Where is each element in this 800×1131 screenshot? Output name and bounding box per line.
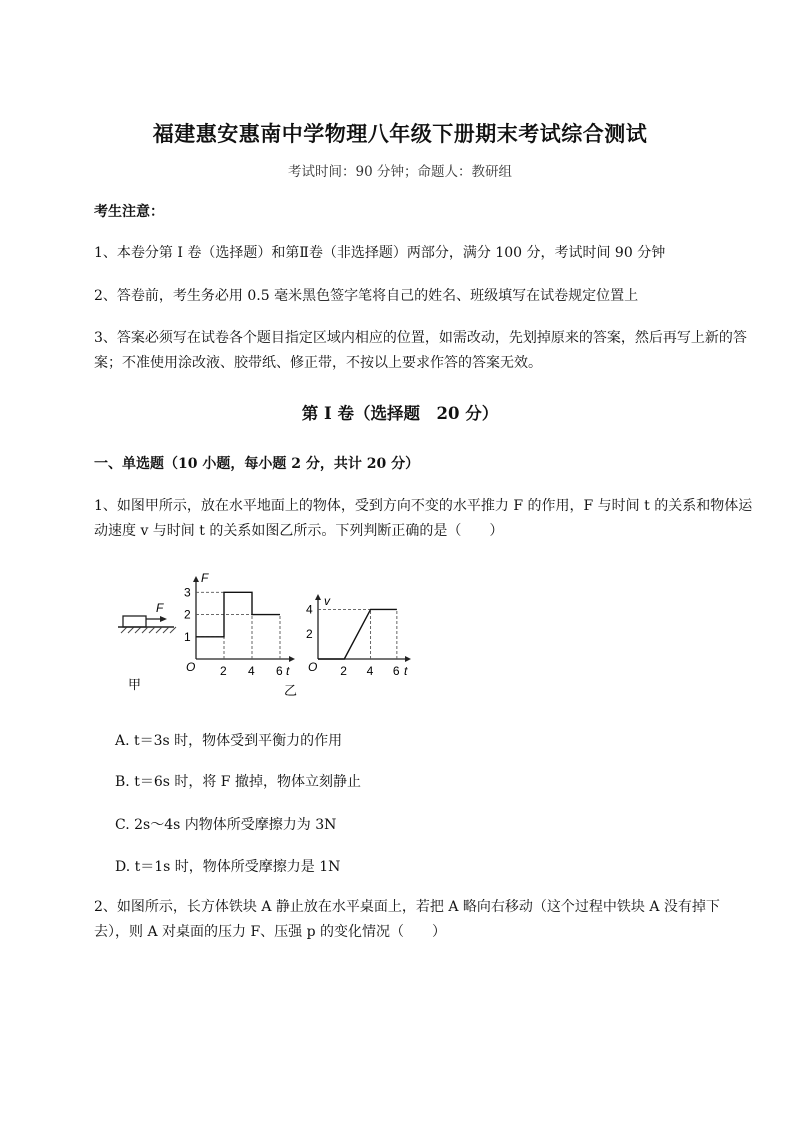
option-b[interactable]: B. t＝6s 时，将 F 撤掉，物体立刻静止: [115, 774, 361, 790]
part-title: 一、单选题（10 小题，每小题 2 分，共计 20 分）: [94, 456, 420, 472]
f-t-y-arrow: [193, 576, 199, 582]
f-t-origin: O: [186, 660, 196, 674]
v-t-x-tick-label: 4: [366, 664, 374, 678]
f-t-x-tick-label: 6: [276, 664, 283, 678]
option-d[interactable]: D. t＝1s 时，物体所受摩擦力是 1N: [115, 859, 341, 875]
f-t-x-tick-label: 4: [248, 664, 255, 678]
force-arrowhead: [160, 616, 167, 622]
note-item-1: 1、本卷分第 I 卷（选择题）和第Ⅱ卷（非选择题）两部分，满分 100 分，考试时间 90 分钟: [94, 245, 666, 261]
question-1-figure: [112, 565, 432, 700]
f-t-y-tick-label: 1: [184, 629, 191, 644]
chart-v-t: [284, 594, 411, 698]
v-t-y-tick-label: 4: [306, 602, 313, 617]
chart-f-t: [184, 571, 295, 678]
label-jia: 甲: [128, 677, 142, 692]
v-t-y-arrow: [315, 594, 321, 600]
v-t-origin: O: [308, 660, 318, 674]
note-item-3: 3、答案必须写在试卷各个题目指定区域内相应的位置，如需改动，先划掉原来的答案，然后再写上新的答案；不准使用涂改液、胶带纸、修正带，不按以上要求作答的答案无效。: [94, 330, 747, 371]
question-2-stem: 2、如图所示，长方体铁块 A 静止放在水平桌面上，若把 A 略向右移动（这个过程中铁块 A 没有掉下去），则 A 对桌面的压力 F、压强 p 的变化情况（ ）: [94, 899, 720, 940]
block: [123, 616, 146, 627]
f-t-x-tick-label: 2: [220, 664, 227, 678]
v-t-x-arrow: [405, 656, 411, 662]
f-t-xlabel: t: [286, 664, 290, 678]
figure-jia: [118, 601, 176, 692]
f-t-y-tick-label: 3: [184, 585, 191, 600]
note-item-2: 2、答卷前，考生务必用 0.5 毫米黑色签字笔将自己的姓名、班级填写在试卷规定位置上: [94, 288, 639, 304]
option-c[interactable]: C. 2s～4s 内物体所受摩擦力为 3N: [115, 817, 337, 833]
force-label: F: [156, 601, 164, 615]
label-yi: 乙: [284, 683, 298, 698]
section-title: 第 I 卷（选择题 20 分）: [301, 404, 499, 423]
v-t-x-tick-label: 2: [340, 664, 347, 678]
ground-hatch: [121, 627, 176, 633]
v-t-x-tick-label: 6: [392, 664, 400, 678]
f-t-x-arrow: [289, 656, 295, 662]
v-t-ylabel: v: [324, 594, 330, 608]
v-t-xlabel: t: [404, 664, 408, 678]
notes-heading: 考生注意：: [94, 204, 164, 220]
exam-title: 福建惠安惠南中学物理八年级下册期末考试综合测试: [152, 121, 648, 146]
exam-subtitle: 考试时间：90 分钟；命题人：教研组: [288, 164, 512, 180]
f-t-y-tick-label: 2: [184, 607, 191, 622]
v-t-series-line: [318, 609, 397, 659]
option-a[interactable]: A. t＝3s 时，物体受到平衡力的作用: [115, 733, 343, 749]
f-t-ylabel: F: [201, 571, 209, 585]
question-1-stem: 1、如图甲所示，放在水平地面上的物体，受到方向不变的水平推力 F 的作用，F 与时间 t 的关系和物体运动速度 v 与时间 t 的关系如图乙所示。下列判断正确的是（ ）: [94, 498, 753, 539]
v-t-y-tick-label: 2: [306, 627, 313, 642]
